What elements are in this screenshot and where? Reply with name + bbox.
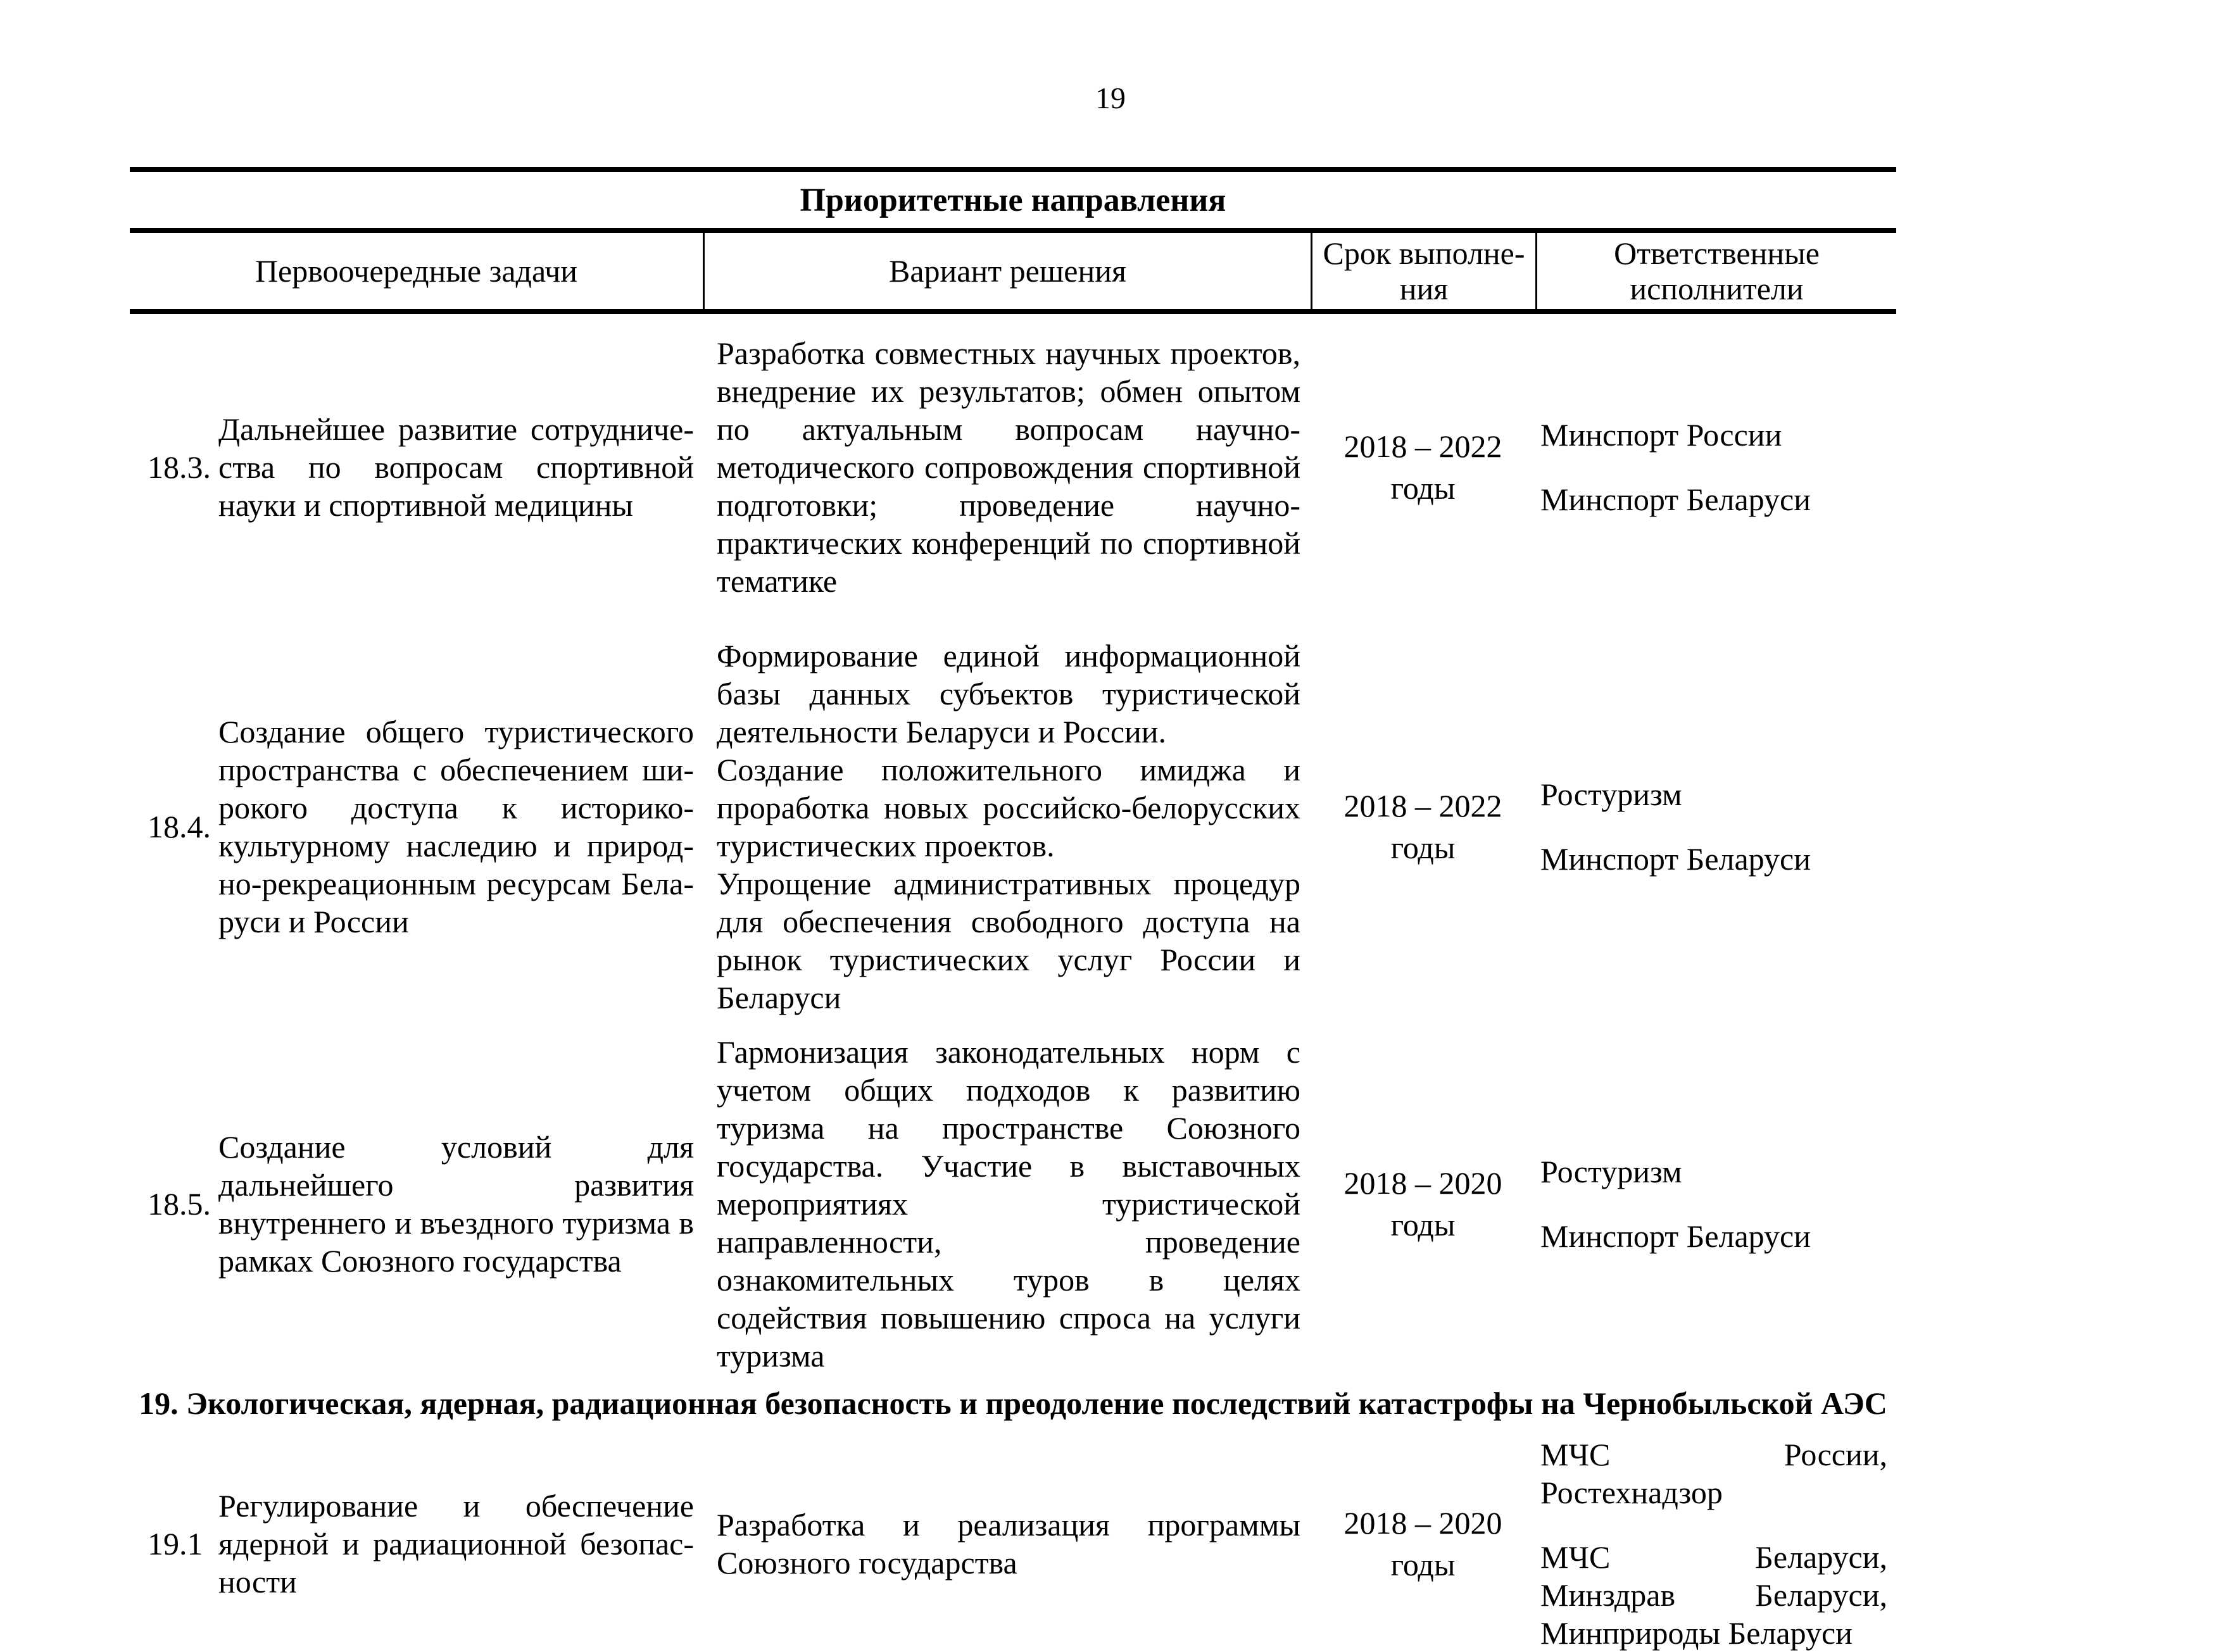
executor-item: Минспорт России: [1540, 417, 1782, 453]
executor-item: Минспорт Беларуси: [1540, 482, 1811, 517]
row-number: 18.5.: [148, 1186, 211, 1222]
page-number: 19: [1095, 82, 1126, 115]
solution-cell: [703, 334, 1311, 600]
solution-cell: [703, 637, 1311, 1017]
period-cell: [1311, 425, 1535, 509]
task-cell: [130, 1128, 703, 1280]
table-header-row: [130, 228, 1896, 314]
period-cell: [1311, 1162, 1535, 1246]
period-cell: [1311, 785, 1535, 868]
task-text: Регулирование и обеспечение ядерной и радиационной безопасности: [218, 1488, 694, 1599]
task-text: Дальнейшее развитие сотрудничества по вопросам спортивной науки и спортивной медицины: [218, 411, 694, 523]
table-row: [130, 637, 1896, 1017]
task-cell: [130, 1487, 703, 1601]
column-header-tasks: Первоочередные задачи: [255, 253, 578, 289]
task-text: Создание условий для дальнейшего развития внутреннего и въездного туризма в рамках Союзного государства: [218, 1129, 694, 1279]
row-number: 18.3.: [148, 449, 211, 485]
row-number: 19.1: [148, 1526, 203, 1561]
executors-cell: [1535, 1436, 1896, 1652]
period-years: 2018 – 2022: [1343, 788, 1502, 823]
period-unit: годы: [1390, 1547, 1456, 1582]
column-header-solution: Вариант решения: [703, 233, 1311, 309]
column-header-executors: Ответственные исполнители: [1535, 233, 1896, 309]
priorities-table: [130, 167, 1896, 1652]
executor-item: Минспорт Беларуси: [1540, 841, 1811, 877]
solution-paragraph: Разработка совместных научных проектов, внедрение их результатов; обмен опытом по актуальным вопросам научно-методического сопровождения спортивной подготовки; проведение научно-практических конференций по спортивной тематике: [717, 335, 1300, 599]
executors-cell: [1535, 416, 1896, 518]
executors-cell: [1535, 775, 1896, 878]
table-row: [130, 1033, 1896, 1375]
column-header-period: Срок выполнения: [1311, 233, 1535, 309]
solution-paragraph: Гармонизация законодательных норм с учетом общих подходов к развитию туризма на пространстве Союзного государства. Участие в выставочных мероприятиях туристической направленности, проведение ознакомительных туров в целях содействия повышению спроса на услуги туризма: [717, 1034, 1300, 1374]
solution-paragraph: Формирование единой информационной базы данных субъектов туристической деятельности Беларуси и России.: [717, 638, 1300, 749]
task-text: Создание общего туристического пространства с обеспечением широкого доступа к историко-культурному наследию и природно-рекреационным ресурсам Беларуси и России: [218, 714, 694, 939]
executor-item: Ростуризм: [1540, 777, 1682, 812]
solution-cell: [703, 1506, 1311, 1582]
period-years: 2018 – 2020: [1343, 1505, 1502, 1541]
solution-paragraph: Упрощение административных процедур для обеспечения свободного доступа на рынок туристических услуг России и Беларуси: [717, 866, 1300, 1015]
row-number: 18.4.: [148, 809, 211, 844]
table-row: [130, 1436, 1896, 1652]
period-unit: годы: [1390, 1207, 1456, 1242]
solution-cell: [703, 1033, 1311, 1375]
executor-item: МЧС Беларуси, Минздрав Беларуси, Минприроды Беларуси: [1540, 1539, 1887, 1651]
period-years: 2018 – 2020: [1343, 1165, 1502, 1201]
period-years: 2018 – 2022: [1343, 429, 1502, 464]
task-cell: [130, 410, 703, 524]
executor-item: МЧС России, Ростехнадзор: [1540, 1437, 1887, 1510]
executor-item: Минспорт Беларуси: [1540, 1218, 1811, 1254]
solution-paragraph: Создание положительного имиджа и проработка новых российско-белорусских туристических проектов.: [717, 752, 1300, 863]
table-title: Приоритетные направления: [130, 167, 1896, 228]
period-unit: годы: [1390, 470, 1456, 506]
period-unit: годы: [1390, 830, 1456, 865]
table-row: [130, 334, 1896, 600]
executor-item: Ростуризм: [1540, 1154, 1682, 1189]
period-cell: [1311, 1502, 1535, 1586]
task-cell: [130, 713, 703, 941]
section-heading: 19. Экологическая, ядерная, радиационная безопасность и преодоление последствий катастрофы на Чернобыльской АЭС: [139, 1386, 1887, 1421]
executors-cell: [1535, 1153, 1896, 1255]
solution-paragraph: Разработка и реализация программы Союзного государства: [717, 1507, 1300, 1580]
